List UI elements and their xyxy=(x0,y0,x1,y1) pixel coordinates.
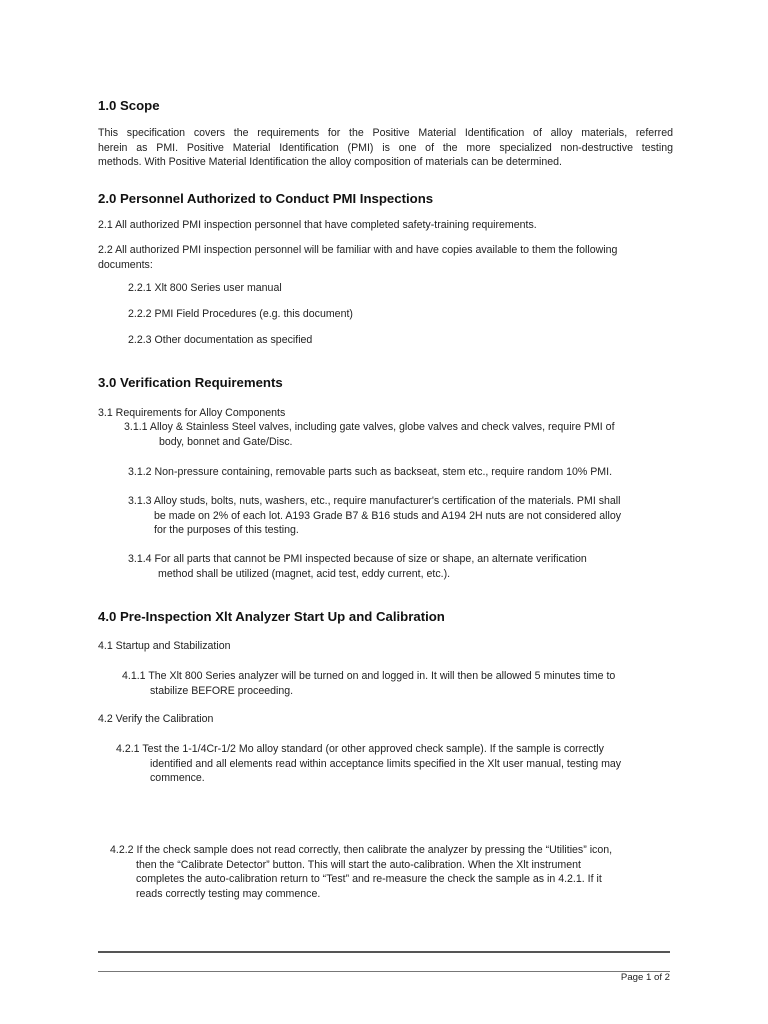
item-3-1-3-line: be made on 2% of each lot. A193 Grade B7 & B16 studs and A194 2H nuts are not considered alloy xyxy=(154,509,622,522)
section-heading-startup-calibration: 4.0 Pre-Inspection Xlt Analyzer Start Up and Calibration xyxy=(98,609,445,624)
item-3-1-3-line: 3.1.3 Alloy studs, bolts, nuts, washers, etc., require manufacturer's certification of the materials. PMI shall xyxy=(128,495,621,507)
scope-paragraph xyxy=(98,126,673,170)
item-3-1-1 xyxy=(124,420,615,449)
paragraph-2-2 xyxy=(98,243,617,272)
item-3-1-2-line: 3.1.2 Non-pressure containing, removable parts such as backseat, stem etc., require random 10% PMI. xyxy=(128,466,613,478)
section-heading-verification: 3.0 Verification Requirements xyxy=(98,375,283,390)
item-4-1-1-line: stabilize BEFORE proceeding. xyxy=(150,684,294,697)
item-3-1-3 xyxy=(128,494,621,538)
item-4-1-1-line: 4.1.1 The Xlt 800 Series analyzer will be turned on and logged in. It will then be allowed 5 minutes time to xyxy=(122,670,616,682)
item-3-1-1-line: 3.1.1 Alloy & Stainless Steel valves, including gate valves, globe valves and check valves, require PMI of xyxy=(124,421,615,433)
item-4-2-1 xyxy=(116,742,621,786)
item-3-1-2 xyxy=(128,465,612,480)
paragraph-4-2: 4.2 Verify the Calibration xyxy=(98,713,214,725)
item-4-2-1-line: identified and all elements read within acceptance limits specified in the Xlt user manual, testing may xyxy=(150,757,622,770)
paragraph-4-1: 4.1 Startup and Stabilization xyxy=(98,640,231,652)
item-4-2-2-line: completes the auto-calibration return to “Test” and re-measure the check the sample as in 4.2.1. If it xyxy=(136,873,602,886)
item-4-2-2-line: 4.2.2 If the check sample does not read correctly, then calibrate the analyzer by pressing the “Utilities” icon, xyxy=(110,844,613,856)
footer-rule-thick xyxy=(98,951,670,953)
item-4-2-1-line: commence. xyxy=(150,772,205,785)
item-3-1-4 xyxy=(128,552,587,581)
paragraph-2-2-line: documents: xyxy=(98,258,153,271)
scope-line: methods. With Positive Material Identification the alloy composition of materials can be determined. xyxy=(98,156,562,169)
item-2-2-1: 2.2.1 Xlt 800 Series user manual xyxy=(128,282,282,294)
item-4-1-1 xyxy=(122,669,615,698)
item-3-1-1-line: body, bonnet and Gate/Disc. xyxy=(159,435,293,448)
footer-rule-thin xyxy=(98,971,670,972)
item-2-2-3: 2.2.3 Other documentation as specified xyxy=(128,334,313,346)
item-3-1-3-line: for the purposes of this testing. xyxy=(154,524,299,537)
item-3-1-4-line: 3.1.4 For all parts that cannot be PMI inspected because of size or shape, an alternate verification xyxy=(128,553,587,565)
item-4-2-1-line: 4.2.1 Test the 1-1/4Cr-1/2 Mo alloy standard (or other approved check sample). If the sample is correctly xyxy=(116,743,604,755)
paragraph-2-1: 2.1 All authorized PMI inspection personnel that have completed safety-training requirements. xyxy=(98,219,537,231)
item-2-2-2: 2.2.2 PMI Field Procedures (e.g. this document) xyxy=(128,308,353,320)
item-4-2-2-line: then the “Calibrate Detector” button. This will start the auto-calibration. When the Xlt instrument xyxy=(136,858,581,871)
item-4-2-2 xyxy=(110,843,612,901)
item-4-2-2-line: reads correctly testing may commence. xyxy=(136,887,321,900)
scope-line: This specification covers the requirements for the Positive Material Identification of alloy materials, referred xyxy=(98,127,673,139)
page-number: Page 1 of 2 xyxy=(620,972,670,983)
scope-line: herein as PMI. Positive Material Identification (PMI) is one of the more specialized non-destructive testing xyxy=(98,141,673,154)
item-3-1-4-line: method shall be utilized (magnet, acid test, eddy current, etc.). xyxy=(158,567,451,580)
paragraph-3-1: 3.1 Requirements for Alloy Components xyxy=(98,407,286,419)
section-heading-personnel: 2.0 Personnel Authorized to Conduct PMI Inspections xyxy=(98,191,434,206)
section-heading-scope: 1.0 Scope xyxy=(98,98,160,113)
paragraph-2-2-line: 2.2 All authorized PMI inspection personnel will be familiar with and have copies available to them the following xyxy=(98,244,618,256)
